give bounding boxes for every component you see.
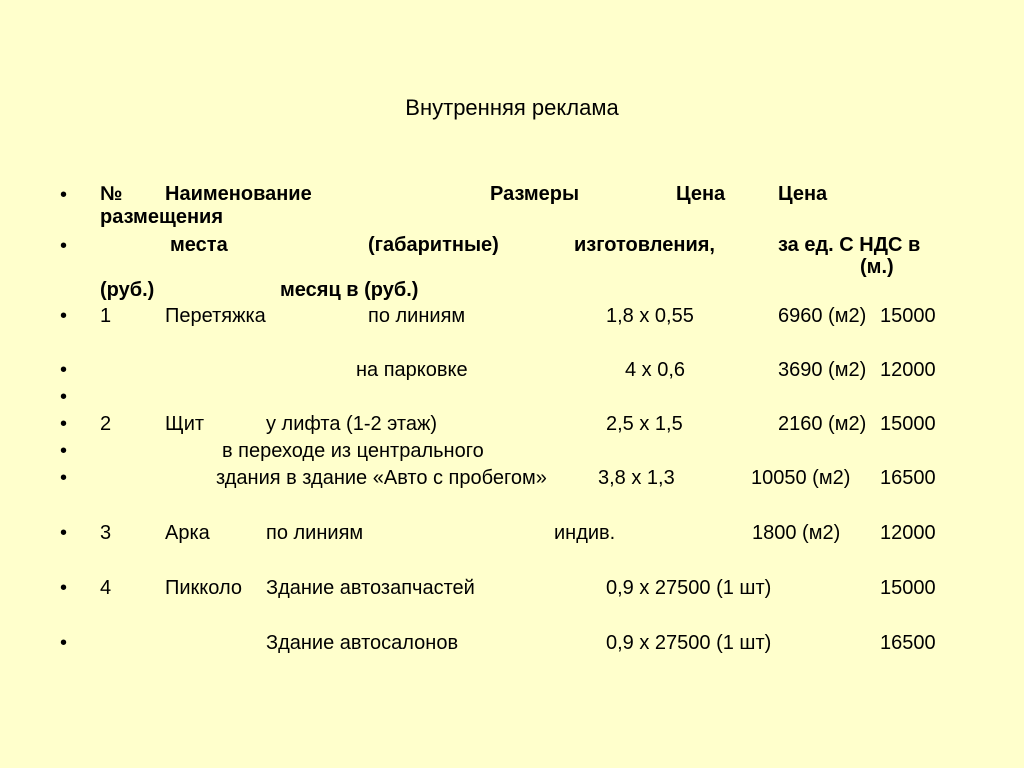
row-place-line2: здания в здание «Авто с пробегом» — [216, 467, 547, 489]
row-size: 0,9 х 27500 (1 шт) — [606, 577, 772, 599]
row-unit: 10050 (м2) — [751, 467, 851, 489]
bullet: • — [60, 386, 68, 408]
header-price-unit: Цена — [778, 183, 828, 205]
row-size: 4 х 0,6 — [625, 359, 686, 381]
bullet: • — [60, 522, 68, 544]
row-price: 15000 — [880, 577, 936, 599]
bullet: • — [60, 359, 68, 381]
row-place: на парковке — [356, 359, 468, 381]
bullet: • — [60, 184, 68, 206]
row-unit: 3690 (м2) — [778, 359, 867, 381]
header-m: (м.) — [860, 256, 894, 278]
bullet: • — [60, 305, 68, 327]
header-name: Наименование — [165, 183, 312, 205]
row-place-line1: в переходе из центрального — [222, 440, 484, 462]
bullet: • — [60, 413, 68, 435]
row-price: 12000 — [880, 359, 936, 381]
row-place: по линиям — [368, 305, 466, 327]
row-size: 2,5 х 1,5 — [606, 413, 683, 435]
bullet: • — [60, 440, 68, 462]
header-place: места — [170, 234, 228, 256]
bullet: • — [60, 235, 68, 257]
row-num: 1 — [100, 305, 112, 327]
row-unit: 1800 (м2) — [752, 522, 841, 544]
header-sizes: Размеры — [490, 183, 580, 205]
row-num: 4 — [100, 577, 112, 599]
row-unit: 2160 (м2) — [778, 413, 867, 435]
row-size: 3,8 х 1,3 — [598, 467, 675, 489]
row-num: 2 — [100, 413, 112, 435]
bullet: • — [60, 577, 68, 599]
header-make: изготовления, — [574, 234, 715, 256]
row-size: 1,8 х 0,55 — [606, 305, 694, 327]
row-price: 12000 — [880, 522, 936, 544]
row-name: Перетяжка — [165, 305, 266, 327]
header-unit-vat: за ед. С НДС в — [778, 234, 921, 256]
row-place: Здание автозапчастей — [266, 577, 475, 599]
page-title: Внутренняя реклама — [405, 95, 619, 120]
row-price: 15000 — [880, 305, 936, 327]
row-unit: 6960 (м2) — [778, 305, 867, 327]
row-name: Щит — [165, 413, 205, 435]
header-price-make: Цена — [676, 183, 726, 205]
header-month-rub: месяц в (руб.) — [280, 279, 419, 301]
row-num: 3 — [100, 522, 112, 544]
header-rub: (руб.) — [100, 279, 155, 301]
bullet: • — [60, 632, 68, 654]
header-placement: размещения — [100, 206, 223, 228]
bullet: • — [60, 467, 68, 489]
row-place: у лифта (1-2 этаж) — [266, 413, 438, 435]
row-size: 0,9 х 27500 (1 шт) — [606, 632, 772, 654]
row-price: 16500 — [880, 467, 936, 489]
row-price: 16500 — [880, 632, 936, 654]
row-place: по линиям — [266, 522, 364, 544]
header-dims: (габаритные) — [368, 234, 499, 256]
row-name: Арка — [165, 522, 210, 544]
row-place: Здание автосалонов — [266, 632, 459, 654]
row-name: Пикколо — [165, 577, 242, 599]
row-size: индив. — [554, 522, 616, 544]
row-price: 15000 — [880, 413, 936, 435]
header-num: № — [100, 183, 123, 205]
